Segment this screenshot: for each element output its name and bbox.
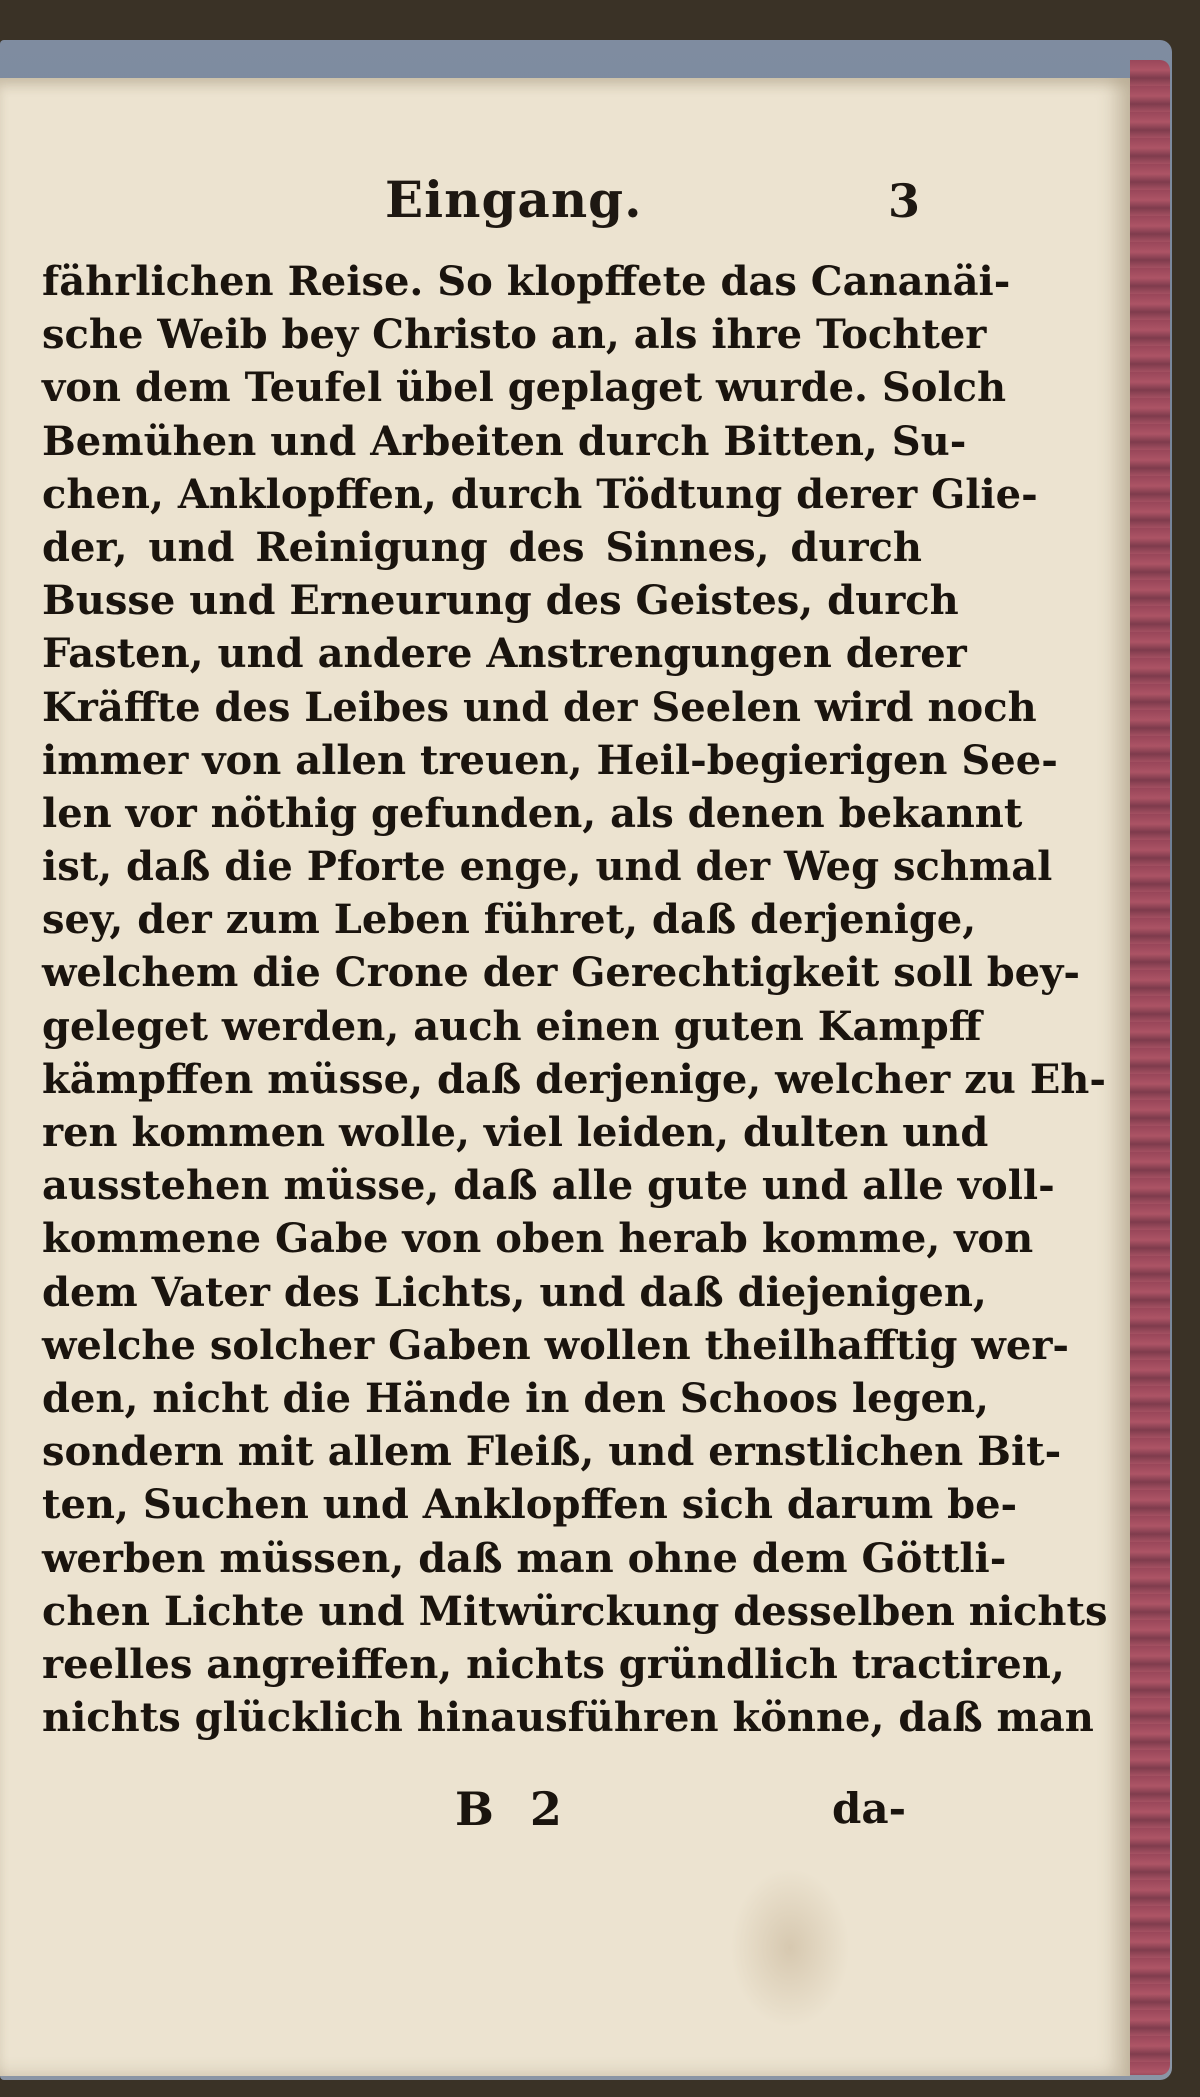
text-line: ist, daß die Pforte enge, und der Weg schmal <box>42 843 1053 891</box>
text-line: von dem Teufel übel geplaget wurde. Solch <box>42 364 1007 412</box>
signature-mark: B 2 <box>455 1782 572 1836</box>
running-head: Eingang. <box>385 170 643 229</box>
page-header <box>0 170 1130 250</box>
text-line: Bemühen und Arbeiten durch Bitten, Su- <box>42 417 967 465</box>
text-line: reelles angreiffen, nichts gründlich tractiren, <box>42 1640 1065 1688</box>
text-line: len vor nöthig gefunden, als denen bekannt <box>42 789 1023 837</box>
text-line: Busse und Erneurung des Geistes, durch <box>42 577 959 625</box>
text-line: welchem die Crone der Gerechtigkeit soll bey- <box>42 949 1080 997</box>
text-line: ten, Suchen und Anklopffen sich darum be- <box>42 1481 1018 1529</box>
text-line: ren kommen wolle, viel leiden, dulten und <box>42 1109 989 1156</box>
text-line: fährlichen Reise. So klopffete das Cananäi- <box>42 258 1011 305</box>
text-line: chen Lichte und Mitwürckung desselben nichts <box>42 1587 1108 1635</box>
text-line: dem Vater des Lichts, und daß diejenigen, <box>42 1268 987 1316</box>
text-line: sey, der zum Leben führet, daß derjenige, <box>42 896 977 944</box>
paper-stain <box>730 1868 850 2028</box>
text-line: kämpffen müsse, daß derjenige, welcher zu Eh- <box>42 1055 1106 1103</box>
text-line: geleget werden, auch einen guten Kampff <box>42 1002 982 1050</box>
text-line: chen, Anklopffen, durch Tödtung derer Glie- <box>42 470 1038 518</box>
page-footer <box>0 1782 1130 1842</box>
text-line: den, nicht die Hände in den Schoos legen, <box>42 1374 989 1422</box>
text-line: Kräffte des Leibes und der Seelen wird noch <box>42 683 1037 731</box>
text-line: welche solcher Gaben wollen theilhafftig wer- <box>42 1321 1069 1369</box>
body-text <box>42 255 1108 1744</box>
text-line: sondern mit allem Fleiß, und ernstlichen Bit- <box>42 1428 1062 1476</box>
text-line: kommene Gabe von oben herab komme, von <box>42 1215 1034 1263</box>
text-line: sche Weib bey Christo an, als ihre Tochter <box>42 311 987 359</box>
text-line: werben müssen, daß man ohne dem Göttli- <box>42 1534 1007 1582</box>
text-line: der, und Reinigung des Sinnes, durch <box>42 523 922 571</box>
text-line: ausstehen müsse, daß alle gute und alle voll- <box>42 1162 1055 1210</box>
catchword: da- <box>832 1784 907 1833</box>
marbled-edge <box>1130 60 1170 2075</box>
text-line: nichts glücklich hinausführen könne, daß man <box>42 1694 1094 1742</box>
text-line: immer von allen treuen, Heil-begierigen See- <box>42 736 1058 784</box>
text-line: Fasten, und andere Anstrengungen derer <box>42 630 967 678</box>
page-number: 3 <box>888 174 921 228</box>
